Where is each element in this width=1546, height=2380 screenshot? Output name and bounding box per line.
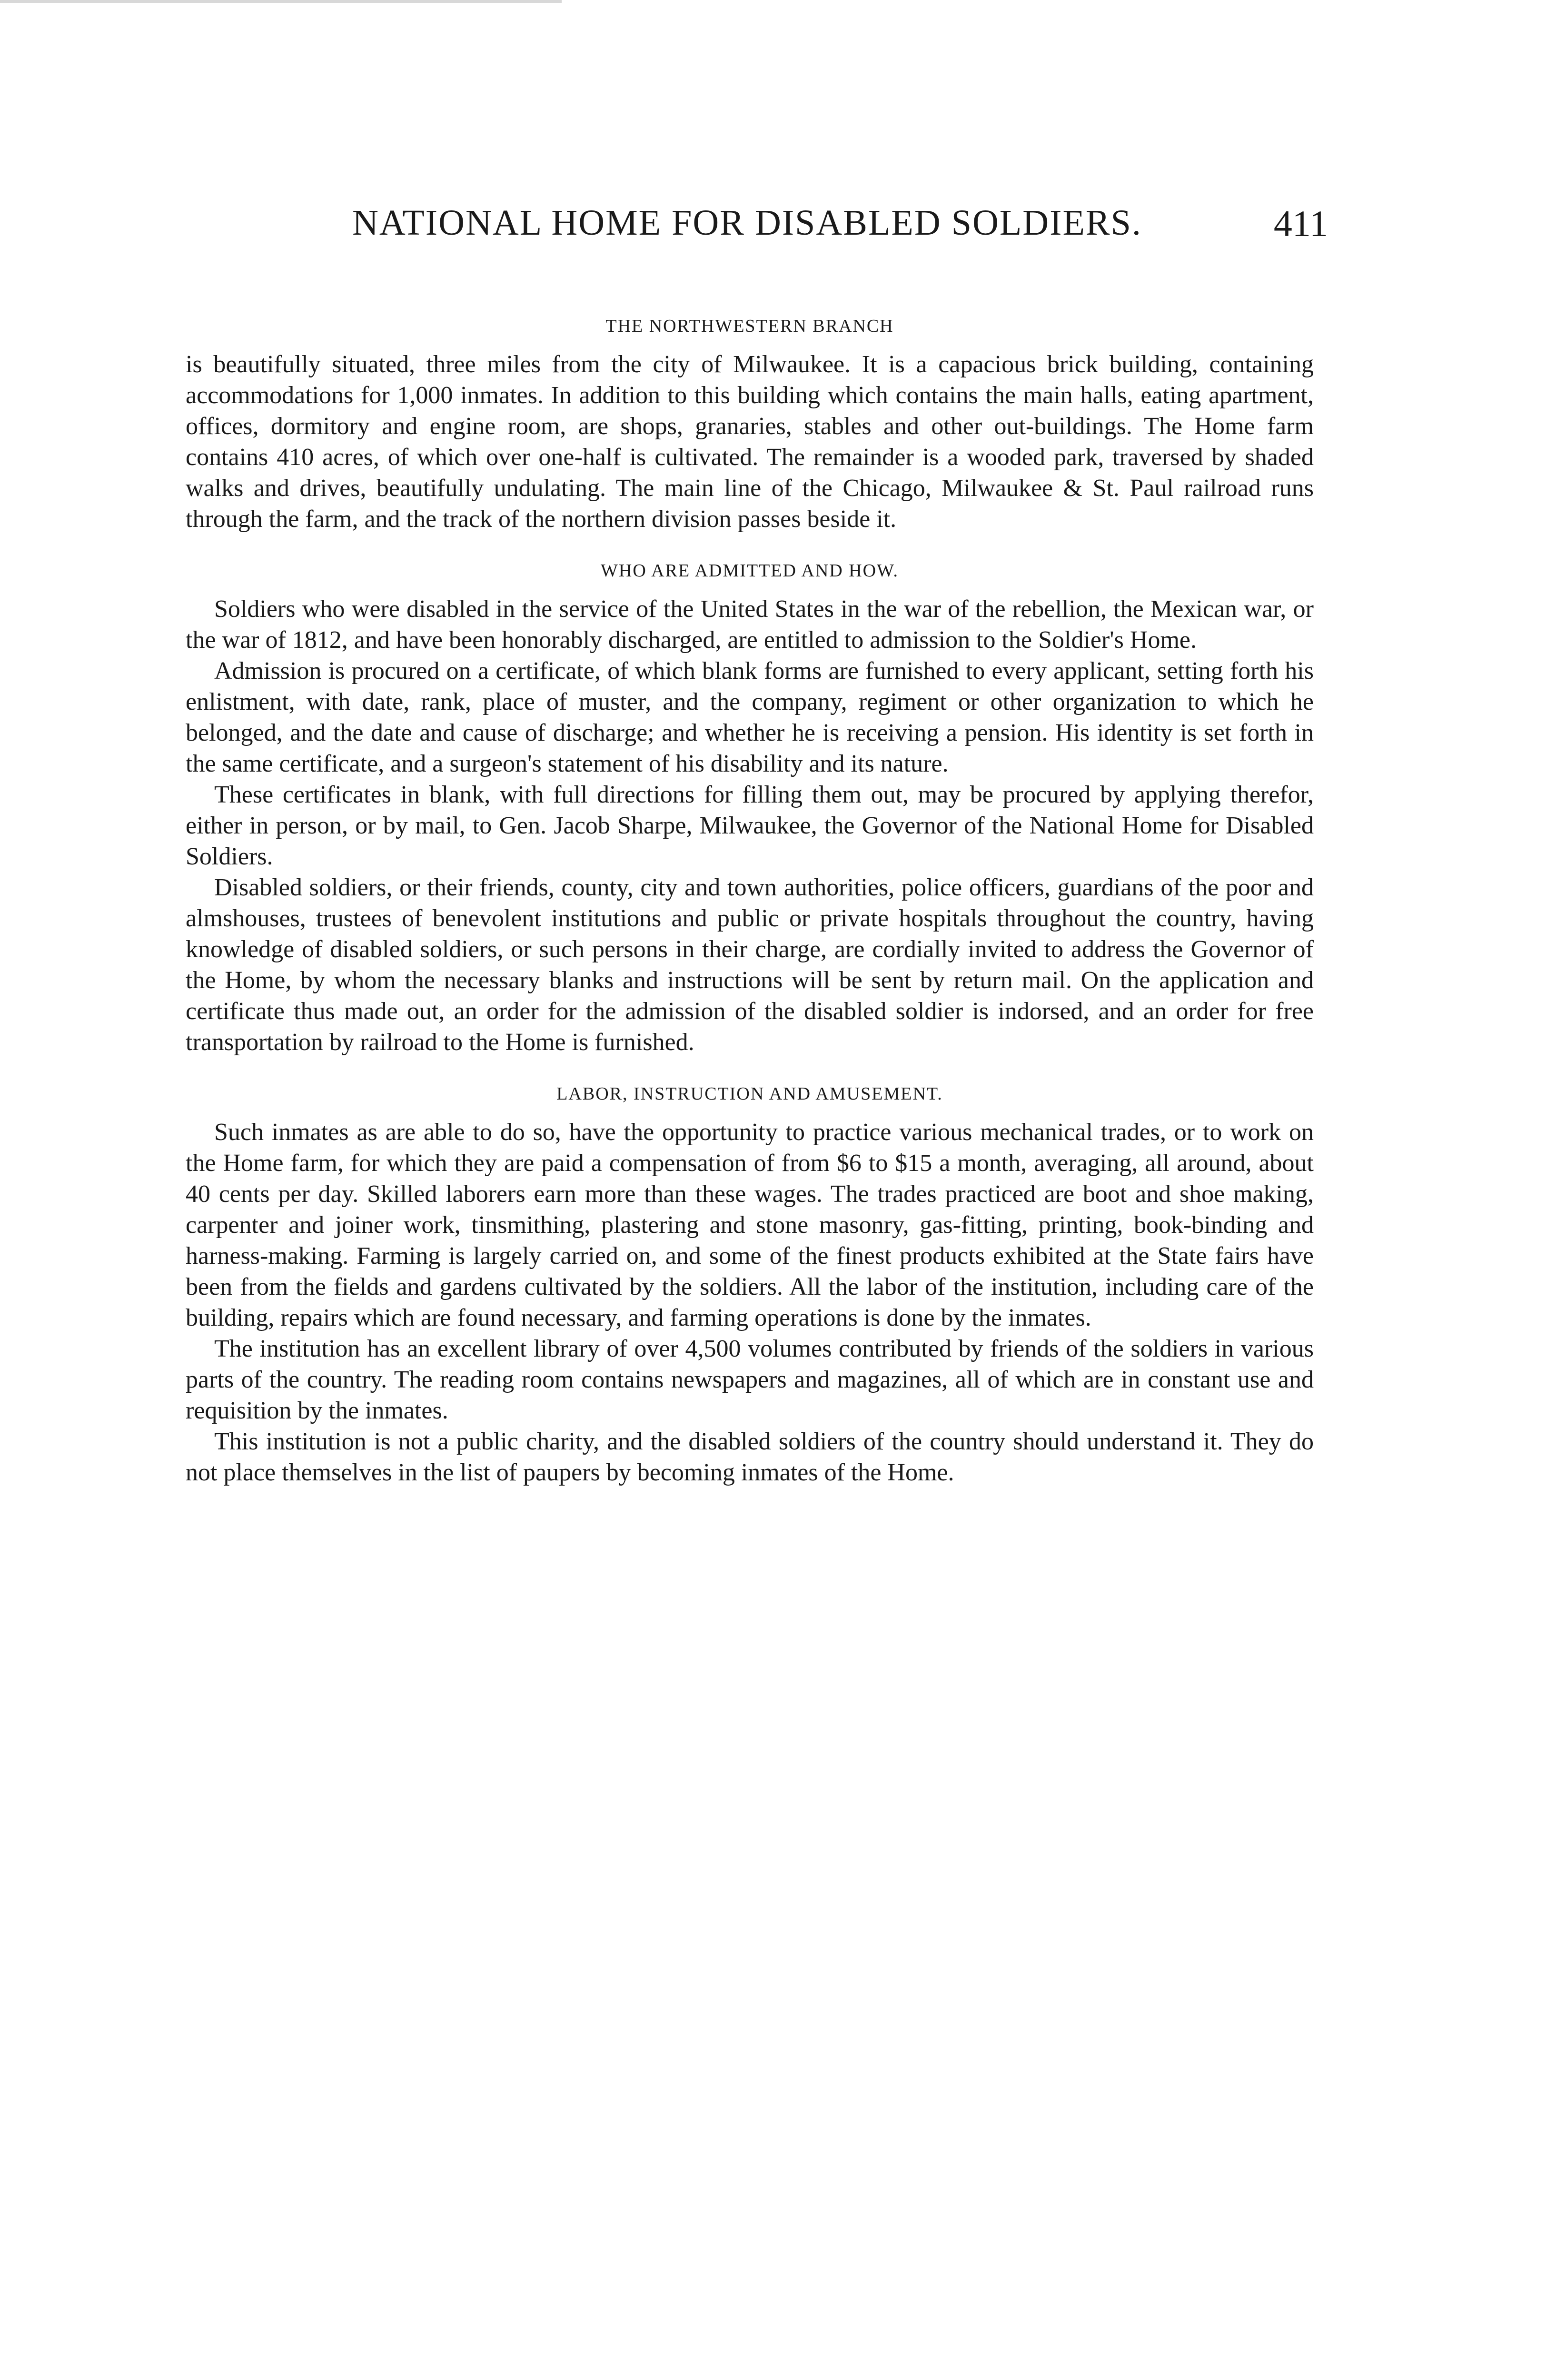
page-body <box>186 312 1314 1488</box>
top-edge-rule <box>0 0 562 3</box>
running-head <box>352 202 1328 259</box>
paragraph-application-process: Disabled soldiers, or their friends, county, city and town authorities, police officers, guardians of the poor and almshouses, trustees of benevolent institutions and public or private hospitals throughout the country, having knowledge of disabled soldiers, or such persons in their charge, are cordially invited to address the Governor of the Home, by whom the necessary blanks and instructions will be sent by return mail. On the application and certificate thus made out, an order for the admission of the disabled soldier is indorsed, and an order for free transportation by railroad to the Home is furnished. <box>186 874 1314 1056</box>
running-title: NATIONAL HOME FOR DISABLED SOLDIERS. <box>352 203 1142 243</box>
paragraph-certificate: Admission is procured on a certificate, of which blank forms are furnished to every applicant, setting forth his enlistment, with date, rank, place of muster, and the company, regiment or other organization to which he belonged, and the date and cause of discharge; and whether he is receiving a pension. His identity is set forth in the same certificate, and a surgeon's statement of his disability and its nature. <box>186 657 1314 777</box>
page-number: 411 <box>1273 203 1328 244</box>
section-heading-northwestern-branch: THE NORTHWESTERN BRANCH <box>605 316 894 336</box>
paragraph-not-charity: This institution is not a public charity, and the disabled soldiers of the country should understand it. They do not place themselves in the list of paupers by becoming inmates of the Home. <box>186 1428 1314 1486</box>
paragraph-library: The institution has an excellent library of over 4,500 volumes contributed by friends of the soldiers in various parts of the country. The reading room contains newspapers and magazines, all of which are in constant use and requisition by the inmates. <box>186 1335 1314 1424</box>
paragraph-blank-forms: These certificates in blank, with full directions for filling them out, may be procured by applying therefor, either in person, or by mail, to Gen. Jacob Sharpe, Milwaukee, the Governor of the National Home for Disabled Soldiers. <box>186 781 1314 870</box>
section-heading-labor: LABOR, INSTRUCTION AND AMUSEMENT. <box>556 1084 943 1104</box>
paragraph-trades: Such inmates as are able to do so, have the opportunity to practice various mechanical trades, or to work on the Home farm, for which they are paid a compensation of from $6 to $15 a month, averaging, all around, about 40 cents per day. Skilled laborers earn more than these wages. The trades practiced are boot and shoe making, carpenter and joiner work, tinsmithing, plastering and stone masonry, gas-fitting, printing, book-binding and harness-making. Farming is largely carried on, and some of the finest products exhibited at the State fairs have been from the fields and gardens cultivated by the soldiers. All the labor of the institution, including care of the building, repairs which are found necessary, and farming operations is done by the inmates. <box>186 1119 1314 1331</box>
paragraph-northwestern-branch: is beautifully situated, three miles from the city of Milwaukee. It is a capacious brick building, containing accommodations for 1,000 inmates. In addition to this building which contains the main halls, eating apartment, offices, dormitory and engine room, are shops, granaries, stables and other out-buildings. The Home farm contains 410 acres, of which over one-half is cultivated. The remainder is a wooded park, traversed by shaded walks and drives, beautifully undulating. The main line of the Chicago, Milwaukee & St. Paul railroad runs through the farm, and the track of the northern division passes beside it. <box>186 351 1314 533</box>
paragraph-eligibility: Soldiers who were disabled in the service of the United States in the war of the rebellion, the Mexican war, or the war of 1812, and have been honorably discharged, are entitled to admission to the Soldier's Home. <box>186 595 1314 654</box>
section-heading-admission: WHO ARE ADMITTED AND HOW. <box>601 561 899 581</box>
